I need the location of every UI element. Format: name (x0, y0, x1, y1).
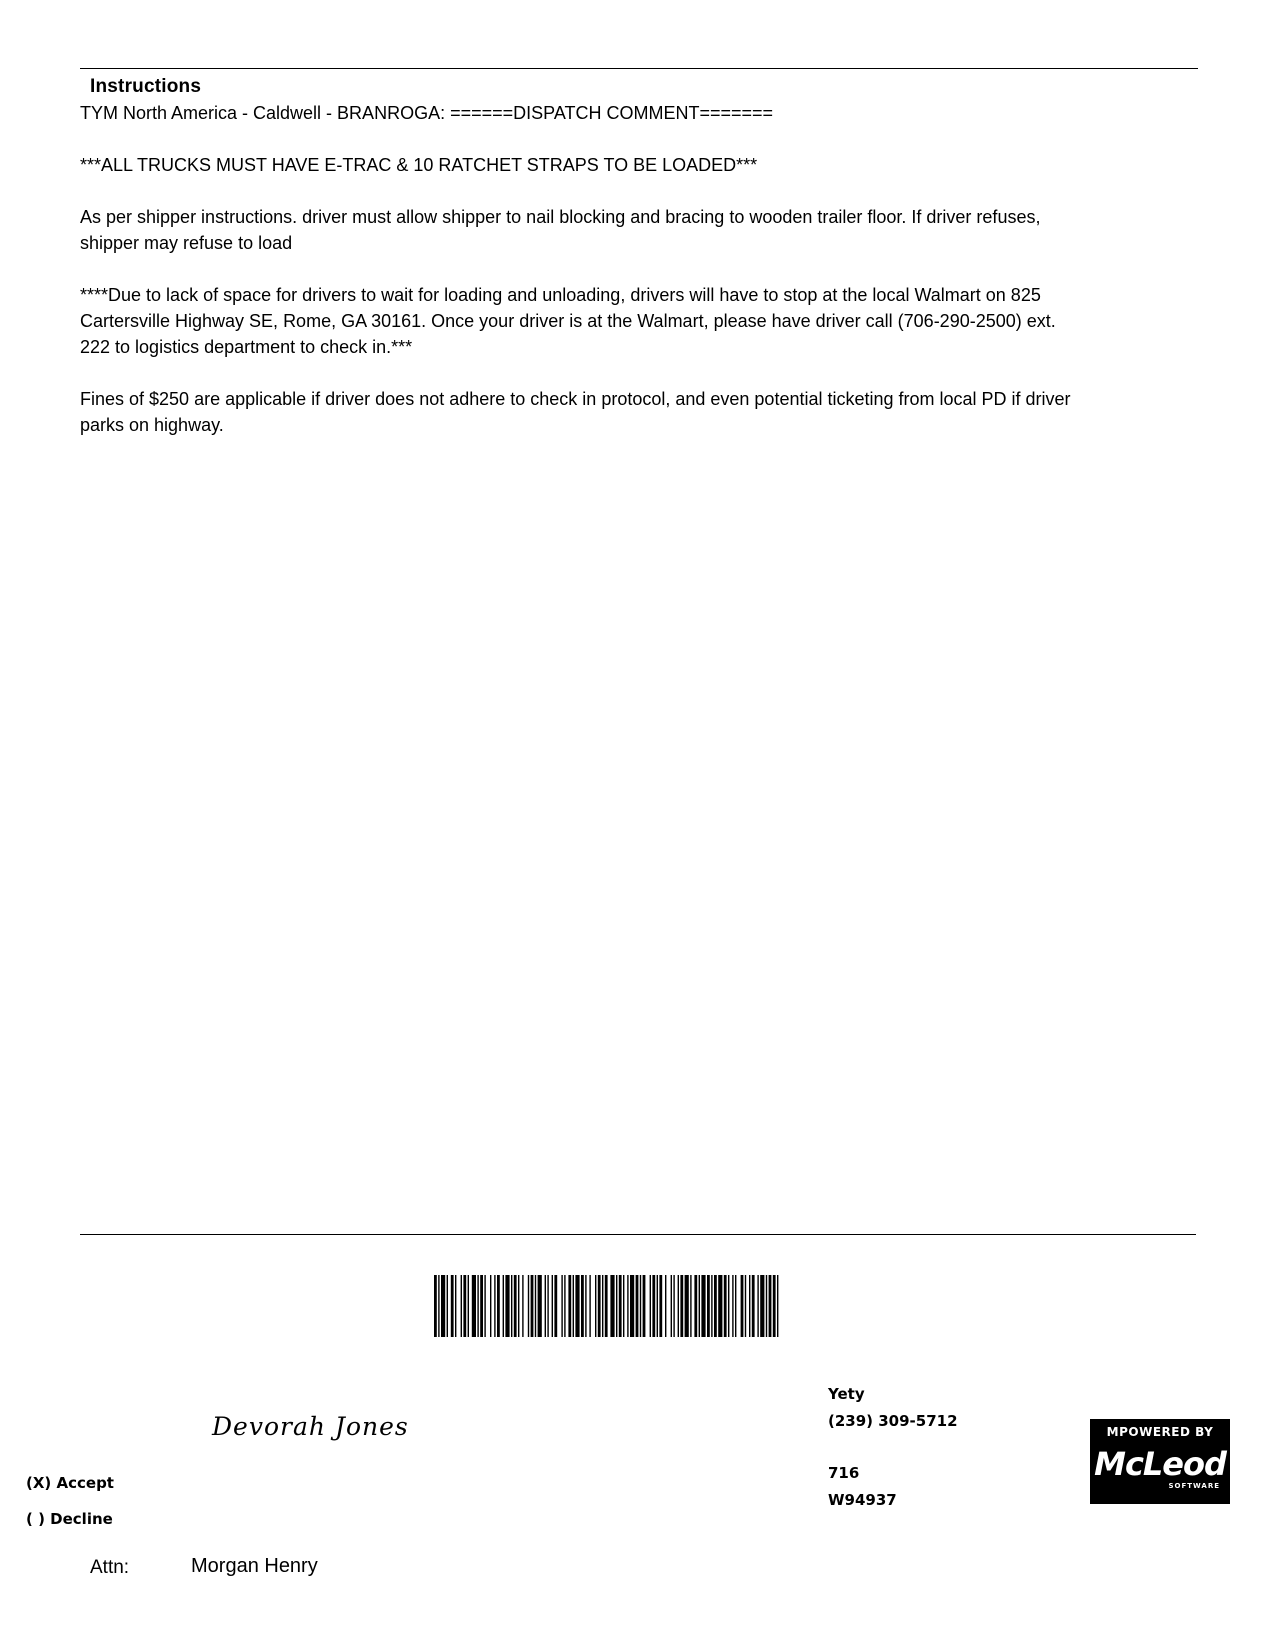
mcleod-logo (1090, 1419, 1230, 1504)
decline-option[interactable]: ( ) Decline (26, 1510, 113, 1528)
instruction-paragraph: ***ALL TRUCKS MUST HAVE E-TRAC & 10 RATCHET STRAPS TO BE LOADED*** (80, 155, 758, 175)
contact-name: Yety (828, 1385, 865, 1403)
instructions-body (80, 100, 1080, 464)
barcode (434, 1275, 866, 1337)
contact-number: 716 (828, 1464, 860, 1482)
contact-code: W94937 (828, 1491, 897, 1509)
attn-label: Attn: (90, 1557, 130, 1578)
signature: Devorah Jones (212, 1412, 409, 1441)
instruction-paragraph: TYM North America - Caldwell - BRANROGA: ======DISPATCH COMMENT======= (80, 103, 774, 123)
instruction-paragraph: As per shipper instructions. driver must allow shipper to nail blocking and bracing to wooden trailer floor. If driver refuses, shipper may refuse to load (80, 207, 1041, 253)
logo-wordmark: McLeod (1094, 1445, 1226, 1483)
contact-phone: (239) 309-5712 (828, 1412, 958, 1430)
attn-name: Morgan Henry (191, 1555, 318, 1577)
instruction-paragraph: ****Due to lack of space for drivers to wait for loading and unloading, drivers will have to stop at the local Walmart on 825 Cartersville Highway SE, Rome, GA 30161. Once your driver is at the Walmart, please have driver call (706-290-2500) ext. 222 to logistics department to check in.*** (80, 285, 1056, 357)
logo-tagline: MPOWERED BY (1106, 1425, 1214, 1439)
accept-option[interactable]: (X) Accept (26, 1474, 114, 1492)
bottom-divider (80, 1234, 1196, 1235)
instructions-heading: Instructions (90, 76, 202, 97)
top-divider (80, 68, 1198, 69)
logo-subtext: SOFTWARE (1168, 1482, 1220, 1490)
instruction-paragraph: Fines of $250 are applicable if driver does not adhere to check in protocol, and even potential ticketing from local PD if driver parks on highway. (80, 389, 1071, 435)
